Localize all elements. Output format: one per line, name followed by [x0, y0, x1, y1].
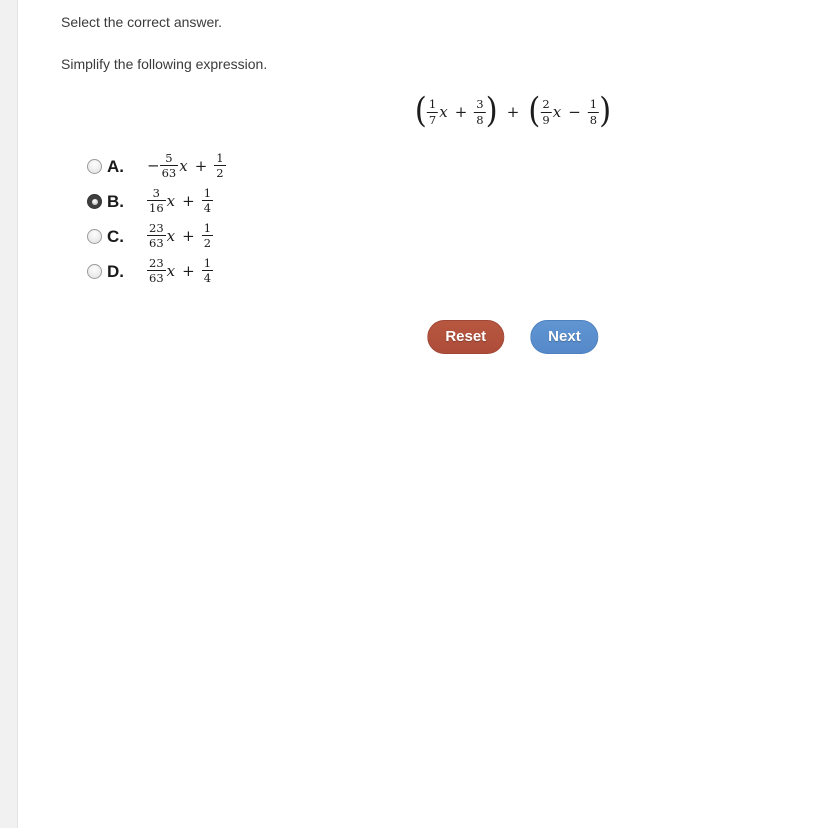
numerator: 2	[542, 97, 550, 112]
numerator: 1	[589, 97, 598, 112]
option-expression	[147, 220, 213, 250]
variable-x: x	[166, 226, 176, 245]
denominator: 63	[149, 236, 164, 250]
option-letter: D.	[107, 261, 124, 281]
denominator: 9	[542, 112, 550, 127]
page-gutter	[0, 0, 18, 828]
answer-option-a[interactable]	[87, 149, 226, 184]
denominator: 16	[149, 201, 164, 215]
instruction-text: Select the correct answer.	[61, 14, 223, 30]
fraction-coef-2	[540, 98, 551, 125]
radio-option-c[interactable]	[87, 229, 102, 244]
numerator: 1	[203, 255, 212, 270]
variable-x: x	[552, 103, 562, 121]
fraction-const	[202, 187, 213, 214]
fraction-const	[214, 152, 225, 179]
numerator: 3	[476, 97, 484, 112]
denominator: 8	[589, 112, 598, 127]
fraction-const	[202, 257, 213, 284]
plus-operator: +	[182, 191, 195, 210]
option-expression	[147, 255, 213, 285]
action-buttons	[427, 320, 598, 354]
plus-operator: +	[182, 226, 195, 245]
next-button[interactable]: Next	[530, 320, 599, 354]
math-expression: ( $\frac{1}{7}$ x + $\frac{3}{8}$ ) + ( $\frac{2}{9}$ x − $\frac{1}{8}$ )	[414, 90, 612, 132]
fraction-coef	[160, 152, 179, 179]
radio-option-b[interactable]	[87, 194, 102, 209]
numerator: 1	[216, 150, 224, 165]
denominator: 8	[476, 112, 484, 127]
denominator: 7	[428, 112, 437, 127]
denominator: 4	[203, 201, 212, 215]
denominator: 4	[203, 271, 212, 285]
fraction-const-1	[474, 98, 485, 125]
denominator: 63	[149, 271, 164, 285]
fraction-coef	[147, 257, 166, 284]
variable-x: x	[166, 191, 176, 210]
option-expression	[147, 185, 213, 215]
fraction-coef-1	[427, 98, 438, 125]
option-letter: A.	[107, 156, 124, 176]
denominator: 2	[216, 166, 224, 180]
numerator: 23	[149, 255, 164, 270]
fraction-coef	[147, 222, 166, 249]
fraction-coef	[147, 187, 166, 214]
option-letter: B.	[107, 191, 124, 211]
answer-option-b[interactable]	[87, 184, 226, 219]
numerator: 5	[165, 150, 173, 165]
reset-button[interactable]: Reset	[427, 320, 504, 354]
radio-option-d[interactable]	[87, 264, 102, 279]
answer-options	[87, 149, 226, 289]
minus-operator: −	[568, 103, 581, 121]
option-expression	[147, 150, 226, 180]
variable-x: x	[166, 261, 176, 280]
fraction-const	[202, 222, 213, 249]
answer-option-d[interactable]	[87, 254, 226, 289]
numerator: 1	[428, 97, 437, 112]
numerator: 1	[203, 220, 212, 235]
radio-option-a[interactable]	[87, 159, 102, 174]
option-letter: C.	[107, 226, 124, 246]
denominator: 63	[161, 166, 177, 180]
numerator: 23	[149, 220, 164, 235]
plus-operator: +	[182, 261, 195, 280]
denominator: 2	[203, 236, 212, 250]
plus-operator: +	[506, 103, 520, 121]
fraction-const-2	[588, 98, 599, 125]
numerator: 3	[152, 185, 160, 200]
plus-operator: +	[454, 103, 468, 121]
answer-option-c[interactable]	[87, 219, 226, 254]
question-text: Simplify the following expression.	[61, 56, 268, 72]
plus-operator: +	[194, 156, 208, 175]
variable-x: x	[179, 156, 188, 175]
variable-x: x	[439, 103, 448, 121]
minus-sign: −	[147, 156, 160, 175]
numerator: 1	[203, 185, 212, 200]
